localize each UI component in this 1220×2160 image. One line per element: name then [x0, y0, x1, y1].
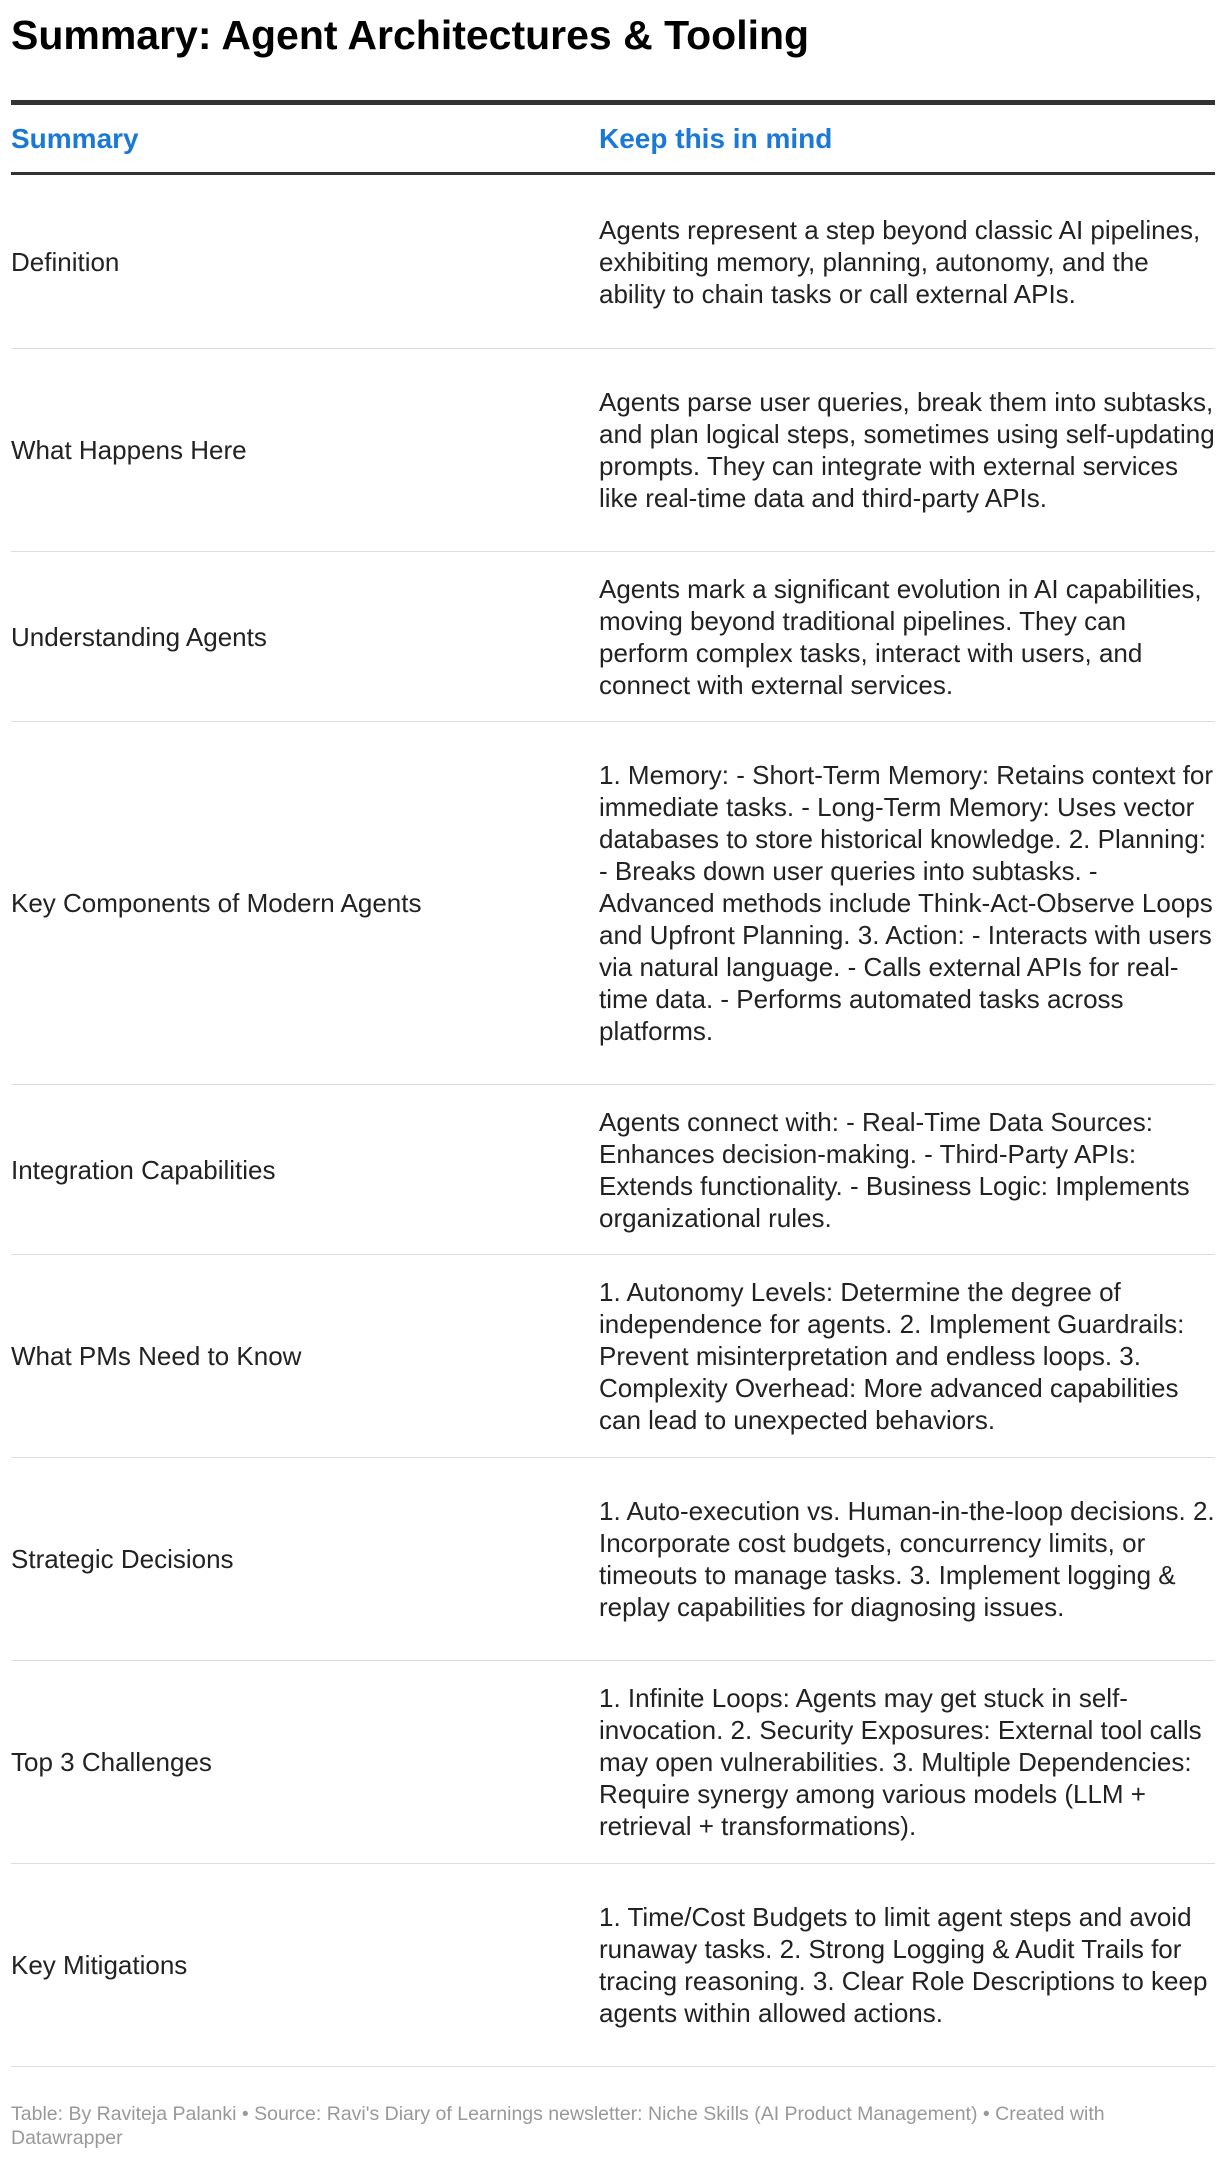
table-header: [11, 105, 1215, 175]
row-summary: What PMs Need to Know: [11, 1341, 302, 1371]
row-summary: What Happens Here: [11, 435, 247, 465]
page-title: Summary: Agent Architectures & Tooling: [11, 12, 810, 58]
row-summary: Strategic Decisions: [11, 1544, 234, 1574]
row-keep-in-mind: Agents connect with: - Real-Time Data Sources: Enhances decision-making. - Third-Party APIs: Extends functionality. - Business Logic: Implements organizational rules.: [599, 1106, 1190, 1233]
table-row: [11, 1255, 1215, 1458]
row-keep-in-mind: 1. Time/Cost Budgets to limit agent steps and avoid runaway tasks. 2. Strong Logging & Audit Trails for tracing reasoning. 3. Clear Role Descriptions to keep agents within allowed actions.: [599, 1902, 1208, 2028]
table-row: [11, 1864, 1215, 2067]
row-keep-in-mind: Agents represent a step beyond classic AI pipelines, exhibiting memory, planning, autonomy, and the ability to chain tasks or call external APIs.: [599, 214, 1201, 309]
row-summary: Integration Capabilities: [11, 1154, 276, 1185]
row-summary: Understanding Agents: [11, 621, 267, 652]
table-row: [11, 1085, 1215, 1255]
table-row: [11, 175, 1215, 349]
row-summary: Key Mitigations: [11, 1950, 188, 1980]
header-summary: Summary: [11, 122, 139, 154]
row-keep-in-mind: Agents parse user queries, break them into subtasks, and plan logical steps, sometimes using self-updating prompts. They can integrate with external services like real-time data and third-party APIs.: [599, 387, 1215, 513]
table-row: [11, 1661, 1215, 1864]
table-row: [11, 1458, 1215, 1661]
row-keep-in-mind: 1. Autonomy Levels: Determine the degree of independence for agents. 2. Implement Guardrails: Prevent misinterpretation and endless loops. 3. Complexity Overhead: More advanced capabilities can lead to unexpected behaviors.: [599, 1277, 1185, 1435]
row-summary: Definition: [11, 246, 120, 277]
row-keep-in-mind: 1. Auto-execution vs. Human-in-the-loop decisions. 2. Incorporate cost budgets, concurrency limits, or timeouts to manage tasks. 3. Implement logging & replay capabilities for diagnosing issues.: [599, 1496, 1215, 1622]
row-keep-in-mind: Agents mark a significant evolution in AI capabilities, moving beyond traditional pipelines. They can perform complex tasks, interact with users, and connect with external services.: [599, 573, 1202, 700]
row-keep-in-mind: 1. Infinite Loops: Agents may get stuck in self-invocation. 2. Security Exposures: External tool calls may open vulnerabilities. 3. Multiple Dependencies: Require synergy among various models (LLM + retrieval + transformations).: [599, 1683, 1202, 1841]
header-keep-in-mind: Keep this in mind: [599, 122, 833, 154]
table-row: [11, 349, 1215, 552]
row-keep-in-mind: 1. Memory: - Short-Term Memory: Retains context for immediate tasks. - Long-Term Memory: Uses vector databases to store historical knowledge. 2. Planning: - Breaks down user queries into subtasks. - Advanced methods include Think-Act-Observe Loops and Upfront Planning. 3. Action: - Interacts with users via natural language. - Calls external APIs for real-time data. - Performs automated tasks across platforms.: [599, 760, 1214, 1046]
row-summary: Key Components of Modern Agents: [11, 888, 422, 918]
table-row: [11, 552, 1215, 722]
row-summary: Top 3 Challenges: [11, 1747, 212, 1777]
table-footer-credits: Table: By Raviteja Palanki • Source: Ravi's Diary of Learnings newsletter: Niche Skills (AI Product Management) • Created with Datawrapper: [11, 2103, 1105, 2149]
summary-table: [11, 100, 1215, 2067]
table-row: [11, 722, 1215, 1085]
